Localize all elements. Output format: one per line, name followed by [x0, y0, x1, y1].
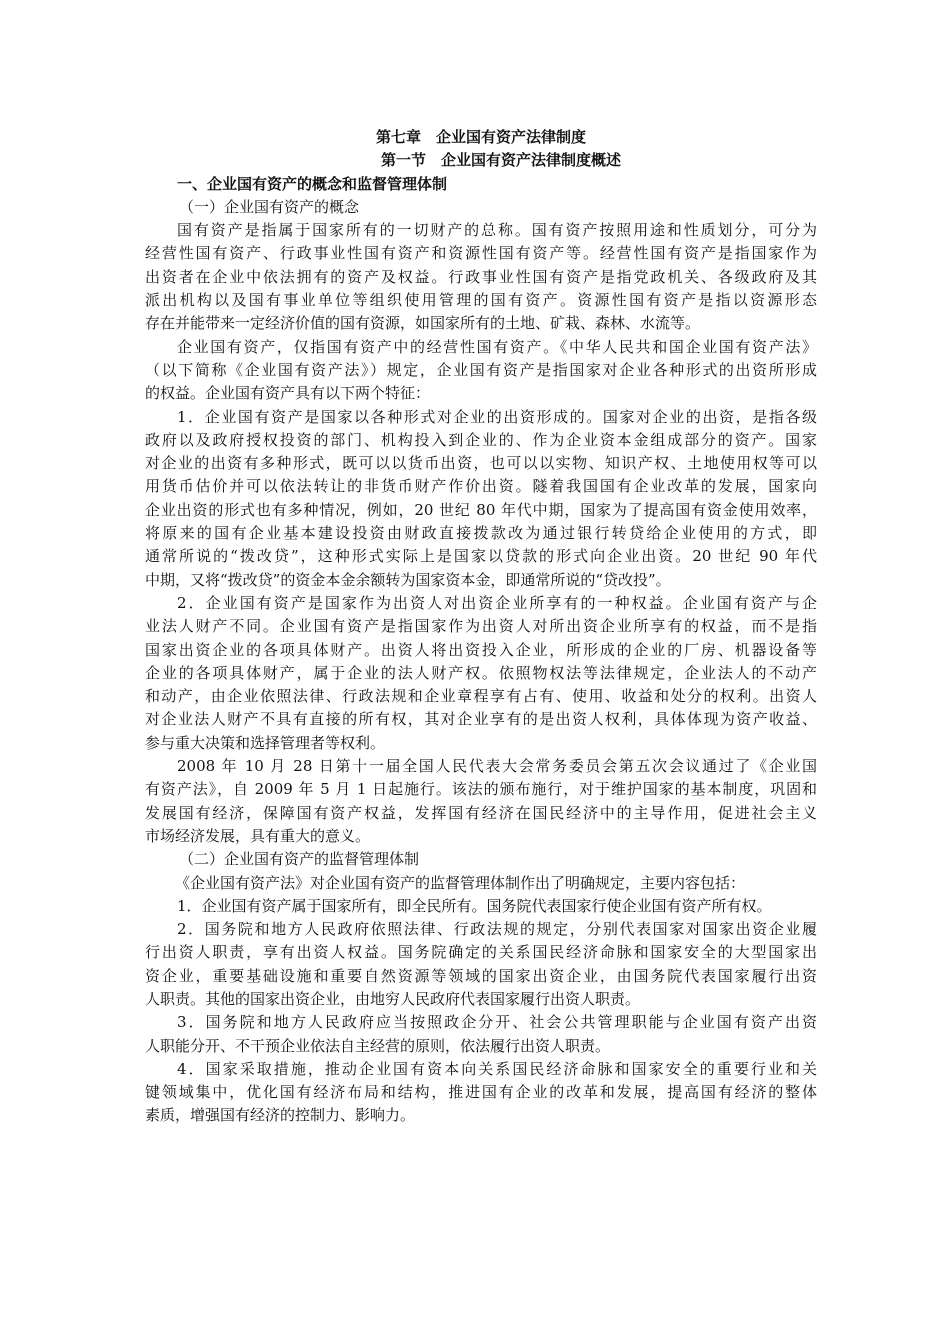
paragraph-line: 2．国务院和地方人民政府依照法律、行政法规的规定，分别代表国家对国家出资企业履 — [177, 920, 817, 939]
paragraph-line: 2．企业国有资产是国家作为出资人对出资企业所享有的一种权益。企业国有资产与企 — [177, 593, 817, 612]
paragraph-line: 业法人财产不同。企业国有资产是指国家作为出资人对所出资企业所享有的权益，而不是指 — [145, 617, 817, 636]
paragraph-line: 的权益。企业国有资产具有以下两个特征： — [145, 384, 431, 403]
paragraph-line: 1．企业国有资产是国家以各种形式对企业的出资形成的。国家对企业的出资，是指各级 — [177, 407, 817, 426]
subheading-1: （一）企业国有资产的概念 — [179, 197, 360, 216]
paragraph-line: 出资者在企业中依法拥有的资产及权益。行政事业性国有资产是指党政机关、各级政府及其 — [145, 267, 817, 286]
subheading-2: （二）企业国有资产的监督管理体制 — [179, 850, 420, 869]
paragraph-line: 2008 年 10 月 28 日第十一届全国人民代表大会常务委员会第五次会议通过了《企业国 — [177, 757, 817, 776]
paragraph-line: 4．国家采取措施，推动企业国有资本向关系国民经济命脉和国家安全的重要行业和关 — [177, 1059, 817, 1078]
paragraph-line: 将原来的国有企业基本建设投资由财政直接拨款改为通过银行转贷给企业使用的方式，即 — [145, 524, 817, 543]
section-title: 第一节 企业国有资产法律制度概述 — [380, 151, 621, 170]
chapter-title: 第七章 企业国有资产法律制度 — [375, 128, 586, 146]
document-page — [145, 126, 817, 1128]
paragraph-line: 参与重大决策和选择管理者等权利。 — [145, 733, 386, 752]
paragraph-line: 通常所说的“拨改贷”，这种形式实际上是国家以贷款的形式向企业出资。20 世纪 90 年代 — [145, 547, 817, 566]
paragraph-line: 经营性国有资产、行政事业性国有资产和资源性国有资产等。经营性国有资产是指国家作为 — [145, 244, 817, 263]
paragraph-line: 市场经济发展，具有重大的意义。 — [145, 826, 371, 845]
paragraph-line: 企业国有资产，仅指国有资产中的经营性国有资产。《中华人民共和国企业国有资产法》 — [177, 337, 817, 356]
paragraph-line: 《企业国有资产法》对企业国有资产的监督管理体制作出了明确规定，主要内容包括： — [175, 873, 746, 892]
paragraph-line: 人职能分开、不干预企业依法自主经营的原则，依法履行出资人职责。 — [145, 1036, 611, 1055]
paragraph-line: 对企业法人财产不具有直接的所有权，其对企业享有的是出资人权利，具体体现为资产收益、 — [145, 710, 817, 729]
paragraph-line: 中期，又将“拨改贷”的资金本金余额转为国家资本金，即通常所说的“贷改投”。 — [145, 570, 671, 589]
paragraph-line: 人职责。其他的国家出资企业，由地穷人民政府代表国家履行出资人职责。 — [145, 989, 641, 1008]
paragraph-line: 国家出资企业的各项具体财产。出资人将出资投入企业，所形成的企业的厂房、机器设备等 — [145, 640, 817, 659]
paragraph-line: 资企业，重要基础设施和重要自然资源等领域的国家出资企业，由国务院代表国家履行出资 — [145, 966, 817, 985]
paragraph-line: 企业出资的形式也有多种情况，例如，20 世纪 80 年代中期，国家为了提高国有资金使用效率， — [145, 500, 817, 519]
paragraph-line: 和动产，由企业依照法律、行政法规和企业章程享有占有、使用、收益和处分的权利。出资人 — [145, 687, 817, 706]
paragraph-line: 素质，增强国有经济的控制力、影响力。 — [145, 1106, 416, 1125]
paragraph-line: 键领域集中，优化国有经济布局和结构，推进国有企业的改革和发展，提高国有经济的整体 — [145, 1083, 817, 1102]
paragraph-line: 有资产法》，自 2009 年 5 月 1 日起施行。该法的颁布施行，对于维护国家的基本制度，巩固和 — [145, 780, 817, 799]
paragraph-line: 对企业的出资有多种形式，既可以以货币出资，也可以以实物、知识产权、土地使用权等可以 — [145, 454, 817, 473]
paragraph-line: 用货币估价并可以依法转让的非货币财产作价出资。隧着我国国有企业改革的发展，国家向 — [145, 477, 817, 496]
paragraph-line: （以下简称《企业国有资产法》）规定，企业国有资产是指国家对企业各种形式的出资所形成 — [145, 360, 817, 379]
paragraph-line: 政府以及政府授权投资的部门、机构投入到企业的、作为企业资本金组成部分的资产。国家 — [145, 430, 817, 449]
paragraph-line: 存在并能带来一定经济价值的国有资源，如国家所有的土地、矿栽、森林、水流等。 — [145, 314, 701, 333]
paragraph-line: 发展国有经济，保障国有资产权益，发挥国有经济在国民经济中的主导作用，促进社会主义 — [145, 803, 817, 822]
heading-1: 一、企业国有资产的概念和监督管理体制 — [177, 174, 448, 193]
paragraph-line: 国有资产是指属于国家所有的一切财产的总称。国有资产按照用途和性质划分，可分为 — [177, 221, 817, 240]
paragraph-line: 1．企业国有资产属于国家所有，即全民所有。国务院代表国家行使企业国有资产所有权。 — [177, 896, 772, 915]
paragraph-line: 派出机构以及国有事业单位等组织使用管理的国有资产。资源性国有资产是指以资源形态 — [145, 291, 817, 310]
paragraph-line: 3．国务院和地方人民政府应当按照政企分开、社会公共管理职能与企业国有资产出资 — [177, 1013, 817, 1032]
paragraph-line: 企业的各项具体财产，属于企业的法人财产权。依照物权法等法律规定，企业法人的不动产 — [145, 663, 817, 682]
paragraph-line: 行出资人职责，享有出资人权益。国务院确定的关系国民经济命脉和国家安全的大型国家出 — [145, 943, 817, 962]
